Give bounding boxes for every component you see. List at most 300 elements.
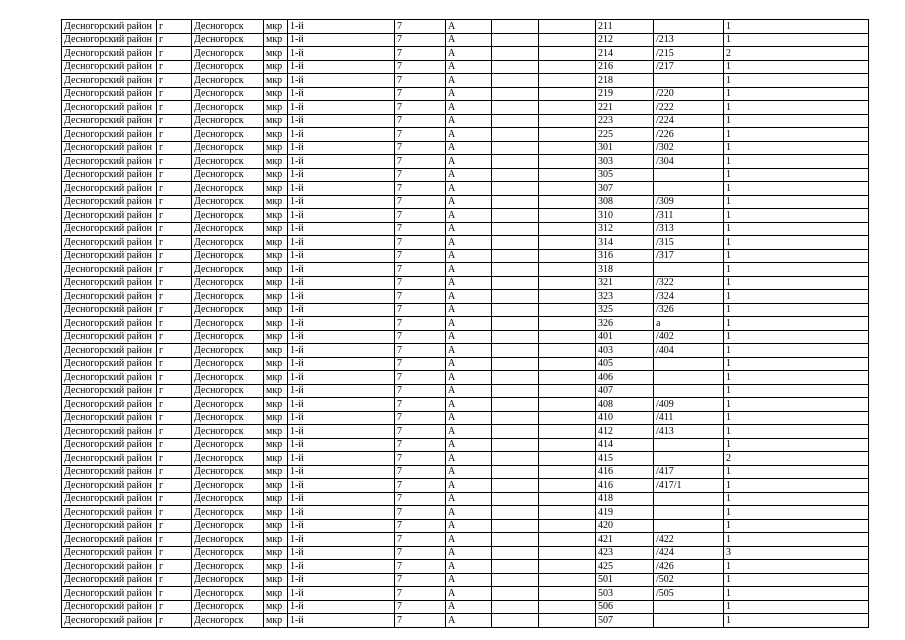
cell-flat-range: /409 (654, 398, 724, 412)
cell-flat: 407 (596, 384, 654, 398)
cell-count: 1 (724, 600, 869, 614)
cell-house: 7 (395, 182, 446, 196)
cell-street: 1-й (288, 546, 395, 560)
cell-settlement: Десногорск (192, 560, 264, 574)
cell-col-9 (539, 465, 596, 479)
cell-count: 1 (724, 492, 869, 506)
table-row (62, 546, 869, 560)
cell-house: 7 (395, 141, 446, 155)
cell-street-type: мкр (264, 479, 288, 493)
table-row (62, 519, 869, 533)
cell-flat: 212 (596, 33, 654, 47)
cell-street: 1-й (288, 20, 395, 34)
cell-flat: 405 (596, 357, 654, 371)
cell-street-type: мкр (264, 222, 288, 236)
cell-col-9 (539, 101, 596, 115)
cell-count: 1 (724, 128, 869, 142)
cell-street-type: мкр (264, 506, 288, 520)
cell-settlement: Десногорск (192, 249, 264, 263)
cell-flat: 501 (596, 573, 654, 587)
cell-flat-range: /311 (654, 209, 724, 223)
table-row (62, 101, 869, 115)
cell-building: А (446, 492, 492, 506)
table-row (62, 573, 869, 587)
cell-house: 7 (395, 438, 446, 452)
cell-flat-range: /411 (654, 411, 724, 425)
cell-col-8 (492, 249, 539, 263)
cell-count: 1 (724, 182, 869, 196)
cell-building: А (446, 384, 492, 398)
cell-street: 1-й (288, 465, 395, 479)
cell-settlement: Десногорск (192, 303, 264, 317)
cell-count: 1 (724, 101, 869, 115)
cell-count: 1 (724, 465, 869, 479)
cell-settlement-type: г (157, 614, 192, 628)
cell-col-8 (492, 425, 539, 439)
cell-flat: 312 (596, 222, 654, 236)
table-row (62, 168, 869, 182)
cell-col-9 (539, 263, 596, 277)
cell-settlement: Десногорск (192, 182, 264, 196)
cell-settlement-type: г (157, 560, 192, 574)
cell-col-8 (492, 168, 539, 182)
cell-settlement-type: г (157, 546, 192, 560)
cell-col-9 (539, 317, 596, 331)
cell-flat-range: /304 (654, 155, 724, 169)
cell-district: Десногорский район (62, 101, 157, 115)
cell-settlement-type: г (157, 168, 192, 182)
cell-street: 1-й (288, 155, 395, 169)
cell-count: 1 (724, 209, 869, 223)
cell-settlement-type: г (157, 384, 192, 398)
cell-count: 1 (724, 155, 869, 169)
cell-col-8 (492, 452, 539, 466)
table-row (62, 371, 869, 385)
cell-col-8 (492, 182, 539, 196)
cell-house: 7 (395, 560, 446, 574)
cell-street: 1-й (288, 249, 395, 263)
cell-settlement-type: г (157, 290, 192, 304)
cell-settlement: Десногорск (192, 587, 264, 601)
cell-flat: 303 (596, 155, 654, 169)
cell-street-type: мкр (264, 168, 288, 182)
cell-settlement: Десногорск (192, 236, 264, 250)
cell-settlement: Десногорск (192, 114, 264, 128)
cell-settlement-type: г (157, 317, 192, 331)
cell-building: А (446, 452, 492, 466)
cell-flat-range: /317 (654, 249, 724, 263)
cell-house: 7 (395, 357, 446, 371)
cell-street: 1-й (288, 425, 395, 439)
cell-district: Десногорский район (62, 600, 157, 614)
cell-count: 1 (724, 506, 869, 520)
cell-street-type: мкр (264, 87, 288, 101)
cell-col-9 (539, 546, 596, 560)
cell-building: А (446, 425, 492, 439)
cell-district: Десногорский район (62, 519, 157, 533)
cell-building: А (446, 614, 492, 628)
cell-street: 1-й (288, 74, 395, 88)
cell-flat-range: /426 (654, 560, 724, 574)
cell-flat-range (654, 182, 724, 196)
cell-building: А (446, 533, 492, 547)
cell-col-9 (539, 209, 596, 223)
cell-flat: 403 (596, 344, 654, 358)
cell-district: Десногорский район (62, 614, 157, 628)
cell-col-8 (492, 492, 539, 506)
table-row (62, 195, 869, 209)
cell-col-8 (492, 47, 539, 61)
cell-district: Десногорский район (62, 398, 157, 412)
cell-settlement-type: г (157, 398, 192, 412)
cell-street-type: мкр (264, 249, 288, 263)
cell-settlement-type: г (157, 155, 192, 169)
cell-count: 1 (724, 33, 869, 47)
cell-district: Десногорский район (62, 195, 157, 209)
cell-street-type: мкр (264, 114, 288, 128)
cell-flat-range (654, 20, 724, 34)
cell-flat-range (654, 384, 724, 398)
cell-settlement-type: г (157, 533, 192, 547)
table-row (62, 465, 869, 479)
cell-count: 1 (724, 411, 869, 425)
cell-flat: 214 (596, 47, 654, 61)
cell-street-type: мкр (264, 330, 288, 344)
cell-district: Десногорский район (62, 182, 157, 196)
cell-street-type: мкр (264, 182, 288, 196)
cell-street: 1-й (288, 101, 395, 115)
cell-building: А (446, 290, 492, 304)
cell-house: 7 (395, 506, 446, 520)
cell-street-type: мкр (264, 155, 288, 169)
cell-settlement: Десногорск (192, 384, 264, 398)
cell-flat-range: /220 (654, 87, 724, 101)
cell-district: Десногорский район (62, 74, 157, 88)
cell-col-9 (539, 290, 596, 304)
cell-flat: 506 (596, 600, 654, 614)
cell-building: А (446, 74, 492, 88)
cell-count: 1 (724, 587, 869, 601)
cell-street-type: мкр (264, 317, 288, 331)
cell-settlement-type: г (157, 411, 192, 425)
table-body (62, 20, 869, 628)
cell-building: А (446, 344, 492, 358)
cell-col-9 (539, 600, 596, 614)
cell-house: 7 (395, 168, 446, 182)
cell-building: А (446, 60, 492, 74)
cell-flat: 415 (596, 452, 654, 466)
cell-building: А (446, 20, 492, 34)
cell-count: 3 (724, 546, 869, 560)
table-row (62, 587, 869, 601)
cell-col-8 (492, 33, 539, 47)
cell-col-9 (539, 47, 596, 61)
cell-house: 7 (395, 452, 446, 466)
cell-count: 1 (724, 87, 869, 101)
cell-house: 7 (395, 74, 446, 88)
cell-col-9 (539, 141, 596, 155)
table-row (62, 114, 869, 128)
cell-building: А (446, 465, 492, 479)
cell-settlement-type: г (157, 587, 192, 601)
cell-flat: 321 (596, 276, 654, 290)
cell-count: 1 (724, 317, 869, 331)
cell-col-8 (492, 222, 539, 236)
cell-settlement-type: г (157, 182, 192, 196)
cell-street-type: мкр (264, 519, 288, 533)
table-row (62, 357, 869, 371)
cell-settlement-type: г (157, 600, 192, 614)
cell-house: 7 (395, 465, 446, 479)
cell-street: 1-й (288, 222, 395, 236)
cell-col-8 (492, 357, 539, 371)
table-row (62, 479, 869, 493)
table-row (62, 438, 869, 452)
cell-settlement-type: г (157, 195, 192, 209)
cell-flat: 401 (596, 330, 654, 344)
cell-street: 1-й (288, 519, 395, 533)
cell-col-8 (492, 290, 539, 304)
cell-col-9 (539, 506, 596, 520)
cell-district: Десногорский район (62, 168, 157, 182)
cell-col-8 (492, 141, 539, 155)
cell-street-type: мкр (264, 600, 288, 614)
cell-street: 1-й (288, 276, 395, 290)
cell-settlement: Десногорск (192, 155, 264, 169)
cell-flat: 416 (596, 465, 654, 479)
cell-flat-range: /224 (654, 114, 724, 128)
cell-settlement-type: г (157, 114, 192, 128)
cell-col-9 (539, 168, 596, 182)
cell-col-8 (492, 303, 539, 317)
table-row (62, 506, 869, 520)
cell-district: Десногорский район (62, 384, 157, 398)
cell-building: А (446, 182, 492, 196)
cell-street: 1-й (288, 209, 395, 223)
cell-flat: 406 (596, 371, 654, 385)
cell-flat: 314 (596, 236, 654, 250)
cell-col-8 (492, 128, 539, 142)
cell-settlement: Десногорск (192, 398, 264, 412)
cell-flat: 414 (596, 438, 654, 452)
cell-col-9 (539, 425, 596, 439)
cell-street: 1-й (288, 182, 395, 196)
cell-house: 7 (395, 425, 446, 439)
cell-settlement: Десногорск (192, 411, 264, 425)
cell-street-type: мкр (264, 263, 288, 277)
cell-building: А (446, 249, 492, 263)
cell-house: 7 (395, 276, 446, 290)
cell-house: 7 (395, 614, 446, 628)
cell-col-8 (492, 276, 539, 290)
cell-col-9 (539, 384, 596, 398)
cell-col-8 (492, 398, 539, 412)
cell-district: Десногорский район (62, 344, 157, 358)
cell-col-8 (492, 209, 539, 223)
cell-col-8 (492, 614, 539, 628)
table-row (62, 344, 869, 358)
cell-street: 1-й (288, 384, 395, 398)
cell-flat: 326 (596, 317, 654, 331)
cell-col-9 (539, 330, 596, 344)
cell-col-9 (539, 533, 596, 547)
cell-street: 1-й (288, 452, 395, 466)
cell-house: 7 (395, 128, 446, 142)
cell-settlement: Десногорск (192, 425, 264, 439)
table-row (62, 614, 869, 628)
cell-street: 1-й (288, 195, 395, 209)
cell-building: А (446, 506, 492, 520)
table-row (62, 60, 869, 74)
table-row (62, 128, 869, 142)
cell-col-8 (492, 317, 539, 331)
table-row (62, 600, 869, 614)
cell-settlement-type: г (157, 222, 192, 236)
cell-col-9 (539, 33, 596, 47)
table-row (62, 411, 869, 425)
cell-street-type: мкр (264, 236, 288, 250)
cell-house: 7 (395, 290, 446, 304)
cell-building: А (446, 33, 492, 47)
cell-col-8 (492, 263, 539, 277)
table-row (62, 263, 869, 277)
cell-col-9 (539, 236, 596, 250)
cell-building: А (446, 141, 492, 155)
cell-settlement: Десногорск (192, 317, 264, 331)
cell-building: А (446, 519, 492, 533)
cell-flat-range: /302 (654, 141, 724, 155)
cell-district: Десногорский район (62, 371, 157, 385)
cell-street-type: мкр (264, 128, 288, 142)
cell-settlement-type: г (157, 425, 192, 439)
cell-district: Десногорский район (62, 573, 157, 587)
cell-building: А (446, 222, 492, 236)
cell-col-8 (492, 546, 539, 560)
cell-col-8 (492, 506, 539, 520)
cell-building: А (446, 47, 492, 61)
cell-col-9 (539, 438, 596, 452)
cell-house: 7 (395, 236, 446, 250)
cell-street-type: мкр (264, 195, 288, 209)
cell-street: 1-й (288, 600, 395, 614)
cell-building: А (446, 411, 492, 425)
cell-settlement-type: г (157, 74, 192, 88)
cell-settlement: Десногорск (192, 479, 264, 493)
cell-count: 1 (724, 236, 869, 250)
cell-house: 7 (395, 263, 446, 277)
cell-street: 1-й (288, 506, 395, 520)
cell-col-9 (539, 344, 596, 358)
cell-house: 7 (395, 479, 446, 493)
cell-settlement: Десногорск (192, 546, 264, 560)
table-row (62, 276, 869, 290)
cell-flat-range (654, 371, 724, 385)
cell-district: Десногорский район (62, 330, 157, 344)
table-row (62, 74, 869, 88)
table-row (62, 182, 869, 196)
cell-district: Десногорский район (62, 465, 157, 479)
cell-count: 1 (724, 479, 869, 493)
cell-settlement-type: г (157, 371, 192, 385)
cell-flat: 425 (596, 560, 654, 574)
cell-street-type: мкр (264, 546, 288, 560)
table-row (62, 492, 869, 506)
cell-flat-range: /313 (654, 222, 724, 236)
cell-street-type: мкр (264, 357, 288, 371)
cell-settlement-type: г (157, 60, 192, 74)
cell-settlement: Десногорск (192, 371, 264, 385)
cell-settlement-type: г (157, 357, 192, 371)
cell-district: Десногорский район (62, 141, 157, 155)
cell-street: 1-й (288, 317, 395, 331)
cell-street-type: мкр (264, 344, 288, 358)
cell-settlement: Десногорск (192, 47, 264, 61)
cell-settlement: Десногорск (192, 209, 264, 223)
cell-building: А (446, 330, 492, 344)
cell-settlement-type: г (157, 33, 192, 47)
cell-building: А (446, 479, 492, 493)
cell-flat: 307 (596, 182, 654, 196)
cell-street: 1-й (288, 141, 395, 155)
cell-col-8 (492, 60, 539, 74)
cell-flat-range: /226 (654, 128, 724, 142)
cell-settlement-type: г (157, 249, 192, 263)
cell-flat-range (654, 452, 724, 466)
cell-flat-range: /417 (654, 465, 724, 479)
table-row (62, 330, 869, 344)
cell-district: Десногорский район (62, 20, 157, 34)
cell-building: А (446, 303, 492, 317)
cell-col-8 (492, 20, 539, 34)
cell-street-type: мкр (264, 303, 288, 317)
cell-house: 7 (395, 60, 446, 74)
cell-district: Десногорский район (62, 479, 157, 493)
cell-settlement-type: г (157, 303, 192, 317)
cell-district: Десногорский район (62, 290, 157, 304)
cell-street-type: мкр (264, 438, 288, 452)
cell-street: 1-й (288, 33, 395, 47)
cell-col-8 (492, 155, 539, 169)
cell-flat-range (654, 168, 724, 182)
cell-flat: 419 (596, 506, 654, 520)
cell-district: Десногорский район (62, 452, 157, 466)
cell-col-9 (539, 492, 596, 506)
cell-col-9 (539, 20, 596, 34)
cell-count: 1 (724, 560, 869, 574)
cell-flat-range (654, 614, 724, 628)
cell-settlement-type: г (157, 263, 192, 277)
cell-building: А (446, 546, 492, 560)
cell-count: 1 (724, 249, 869, 263)
cell-count: 1 (724, 290, 869, 304)
cell-count: 1 (724, 168, 869, 182)
cell-col-9 (539, 155, 596, 169)
cell-district: Десногорский район (62, 560, 157, 574)
cell-house: 7 (395, 398, 446, 412)
cell-building: А (446, 263, 492, 277)
cell-flat: 308 (596, 195, 654, 209)
cell-col-8 (492, 533, 539, 547)
cell-street: 1-й (288, 560, 395, 574)
cell-house: 7 (395, 587, 446, 601)
cell-building: А (446, 317, 492, 331)
cell-settlement-type: г (157, 519, 192, 533)
cell-col-9 (539, 128, 596, 142)
cell-district: Десногорский район (62, 128, 157, 142)
cell-flat: 211 (596, 20, 654, 34)
cell-flat: 325 (596, 303, 654, 317)
cell-street: 1-й (288, 263, 395, 277)
